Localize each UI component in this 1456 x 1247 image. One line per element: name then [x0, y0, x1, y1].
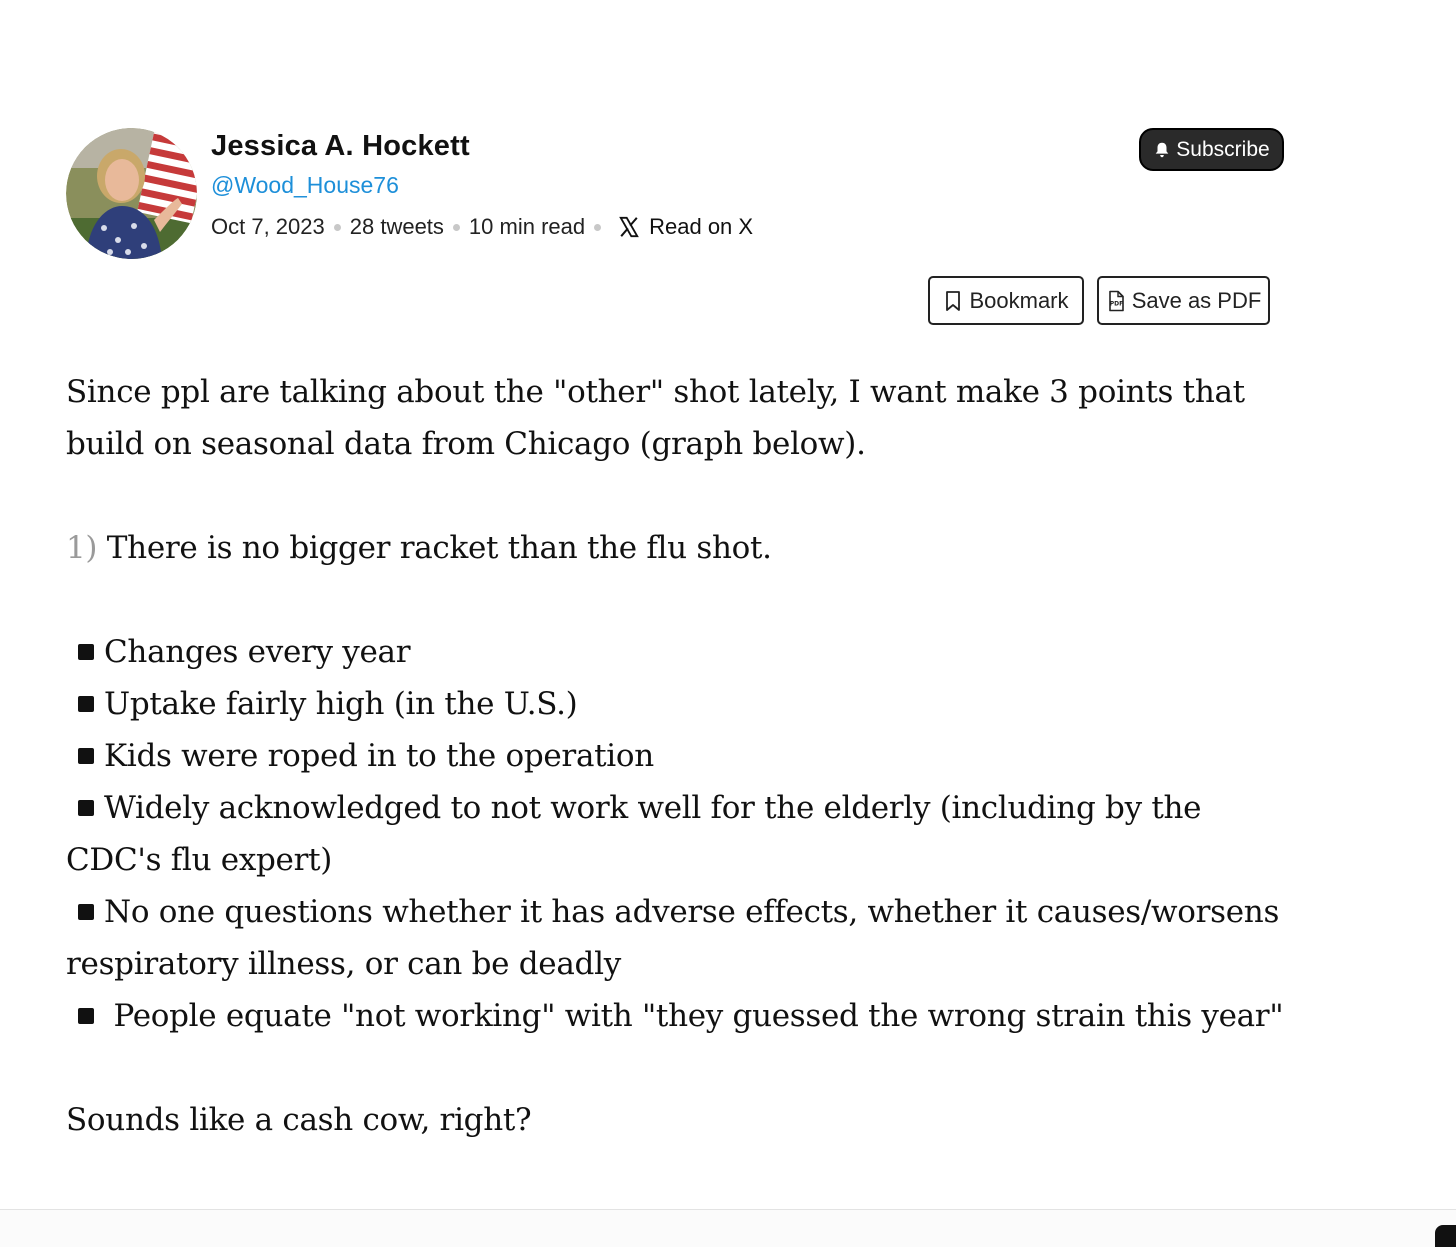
- avatar[interactable]: [66, 128, 197, 259]
- save-as-pdf-label: Save as PDF: [1131, 287, 1262, 313]
- subscribe-label: Subscribe: [1176, 137, 1270, 161]
- bullet-text: Changes every year: [104, 634, 411, 670]
- paragraph-gap: [66, 1042, 1296, 1094]
- author-name[interactable]: Jessica A. Hockett: [211, 130, 470, 162]
- black-square-icon: [78, 696, 94, 712]
- black-square-icon: [78, 748, 94, 764]
- separator-dot: [594, 224, 601, 231]
- author-handle[interactable]: @Wood_House76: [211, 172, 399, 198]
- bullet-text: People equate "not working" with "they guessed the wrong strain this year": [104, 998, 1284, 1034]
- point-text: There is no bigger racket than the flu shot.: [106, 530, 772, 566]
- bookmark-button[interactable]: [928, 276, 1084, 325]
- bullet-item: [66, 782, 1296, 886]
- separator-dot: [453, 224, 460, 231]
- thread-content: [66, 366, 1296, 1146]
- paragraph-gap: [66, 470, 1296, 522]
- bell-icon: [1153, 141, 1171, 159]
- floating-widget-button[interactable]: [1435, 1225, 1456, 1247]
- pdf-file-icon: [1106, 290, 1126, 312]
- bullet-item: [66, 626, 1296, 678]
- bullet-text: Kids were roped in to the operation: [104, 738, 654, 774]
- bullet-item: [66, 678, 1296, 730]
- post-date: Oct 7, 2023: [211, 214, 325, 239]
- paragraph-gap: [66, 574, 1296, 626]
- point-one: [66, 522, 1296, 574]
- tweet-count: 28 tweets: [349, 214, 444, 239]
- thread-intro: Since ppl are talking about the "other" shot lately, I want make 3 points that build on seasonal data from Chicago (graph below).: [66, 374, 1245, 462]
- x-logo-icon: [618, 216, 640, 238]
- read-on-x-link[interactable]: [618, 214, 753, 240]
- bullet-text: Uptake fairly high (in the U.S.): [104, 686, 578, 722]
- svg-text:PDF: PDF: [1109, 300, 1123, 307]
- separator-dot: [334, 224, 341, 231]
- bullet-text: No one questions whether it has adverse effects, whether it causes/worsens respiratory illness, or can be deadly: [66, 894, 1280, 982]
- subscribe-button[interactable]: [1139, 128, 1284, 171]
- read-on-x-label: Read on X: [649, 214, 754, 239]
- black-square-icon: [78, 644, 94, 660]
- thread-meta: [211, 214, 753, 240]
- save-as-pdf-button[interactable]: [1097, 276, 1270, 325]
- point-number: 1): [66, 530, 98, 566]
- thread-closing: Sounds like a cash cow, right?: [66, 1102, 532, 1138]
- read-time: 10 min read: [468, 214, 586, 239]
- bullet-item: [66, 730, 1296, 782]
- black-square-icon: [78, 800, 94, 816]
- bullet-text: Widely acknowledged to not work well for the elderly (including by the CDC's flu expert): [66, 790, 1202, 878]
- bullet-item: [66, 990, 1296, 1042]
- black-square-icon: [78, 1008, 94, 1024]
- bookmark-icon: [943, 290, 963, 312]
- bookmark-label: Bookmark: [969, 287, 1069, 313]
- black-square-icon: [78, 904, 94, 920]
- bullet-item: [66, 886, 1296, 990]
- bottom-bar: [0, 1210, 1456, 1247]
- avatar-image: [66, 128, 197, 259]
